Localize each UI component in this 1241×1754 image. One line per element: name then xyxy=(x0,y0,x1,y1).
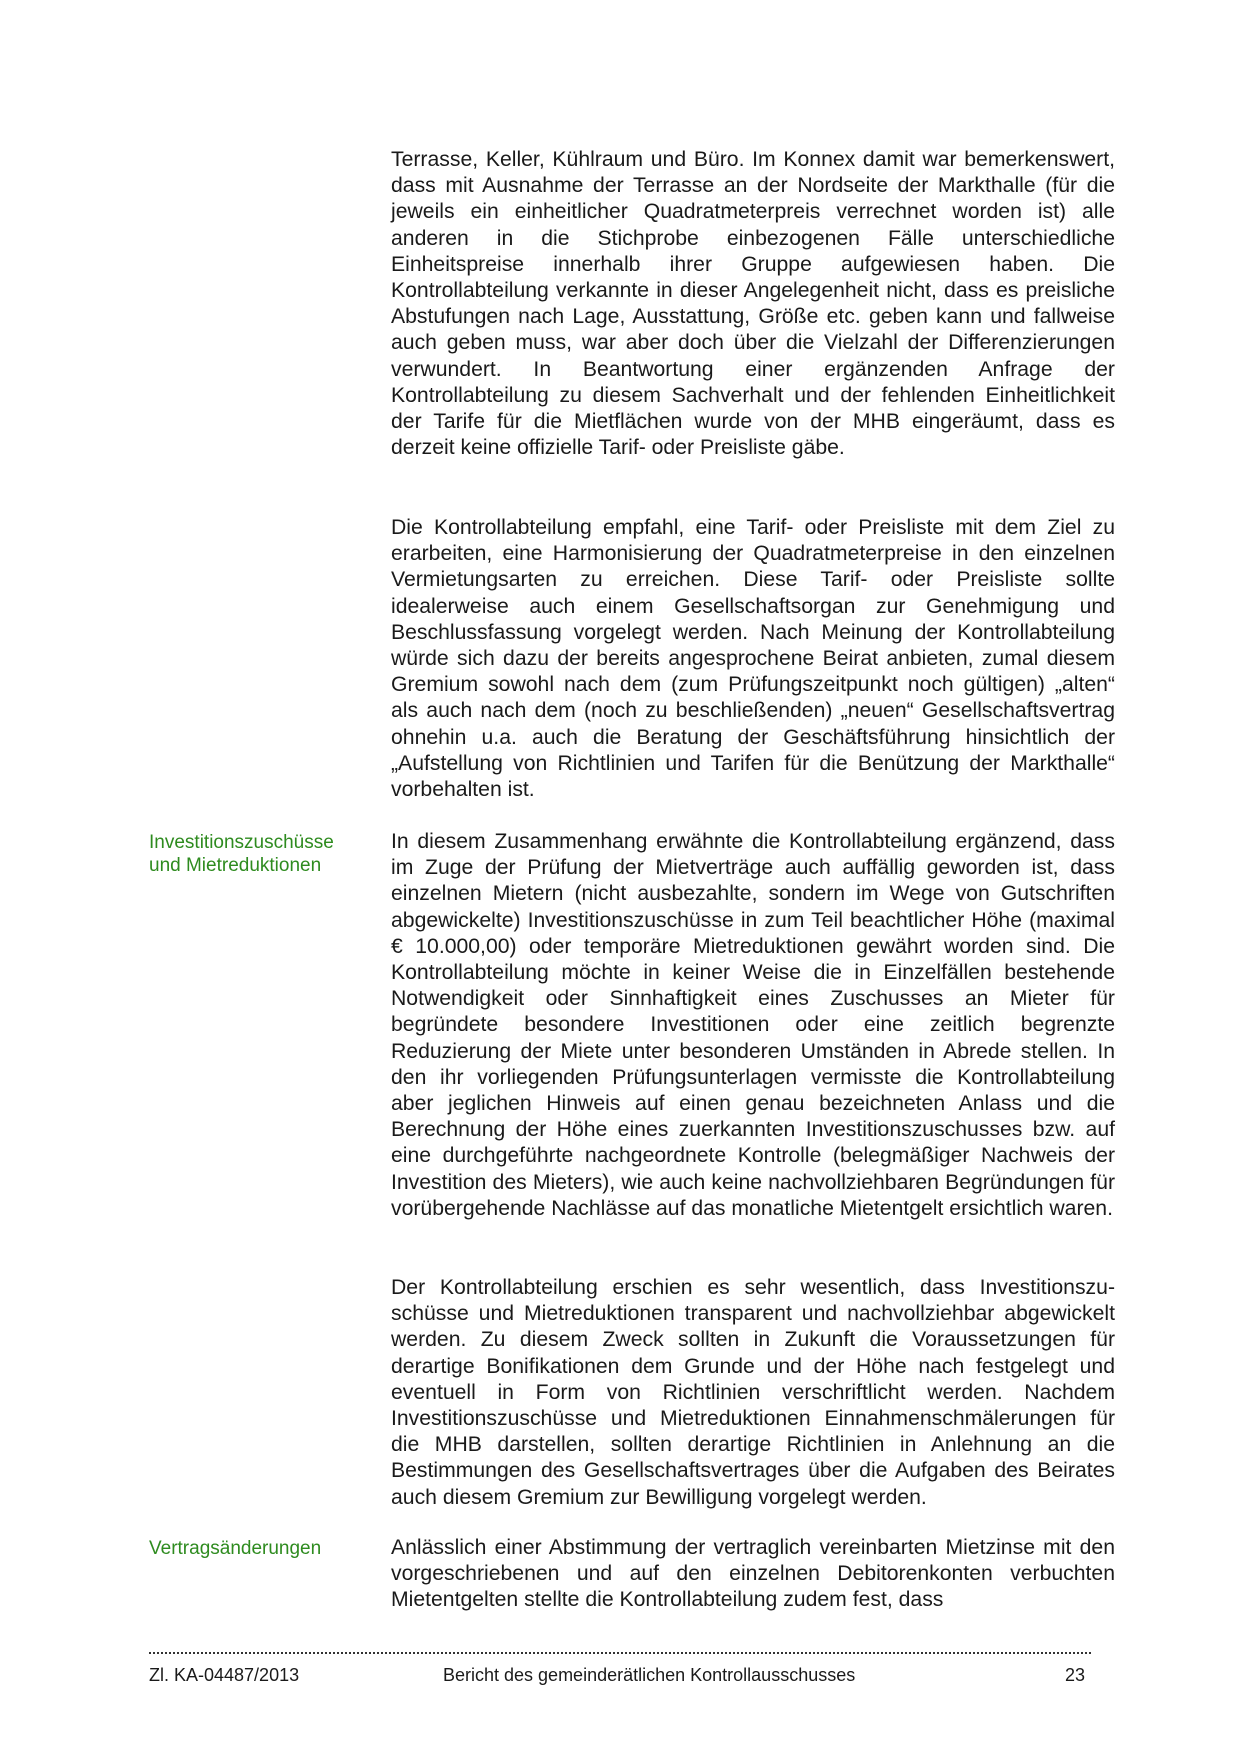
paragraph-3-block xyxy=(391,829,1115,1222)
paragraph-5-block xyxy=(391,1535,1115,1614)
footer-title: Bericht des gemeinderätlichen Kontrollausschusses xyxy=(443,1665,856,1685)
paragraph-3: In diesem Zusammenhang erwähnte die Kontrollabteilung ergänzend, dass im Zuge der Prüfung der Mietverträge auch auffällig geworden ist, dass einzelnen Mietern (nicht ausbezahlte, sondern im Wege von Gutschriften abgewickelte) Investitionszuschüsse in zum Teil beachtlicher Höhe (maximal € 10.000,00) oder temporäre Mietreduktionen gewährt worden sind. Die Kontrollabteilung möchte in keiner Weise die in Einzelfällen bestehende Notwendigkeit oder Sinnhaftigkeit eines Zuschusses an Mieter für begründete besondere Investitionen oder eine zeitlich begrenzte Reduzierung der Miete unter besonderen Umständen in Abrede stellen. In den ihr vorliegenden Prüfungsunterlagen vermisste die Kontrollabteilung aber jeglichen Hinweis auf einen genau bezeichneten Anlass und die Berechnung der Höhe eines zuerkannten Investitionszuschusses bzw. auf eine durchgeführte nachgeordnete Kontrolle (belegmäßiger Nachweis der Investition des Mieters), wie auch keine nachvollziehbaren Begründungen für vorübergehende Nachlässe auf das monatliche Mietentgelt ersichtlich waren. xyxy=(391,830,1115,1220)
margin-note-vertragsaenderungen xyxy=(149,1537,374,1560)
footer-page-number: 23 xyxy=(1065,1665,1086,1685)
margin-note-investitionszuschuesse xyxy=(149,831,374,877)
paragraph-1: Terrasse, Keller, Kühlraum und Büro. Im Konnex damit war bemerkenswert, dass mit Ausnahme der Terrasse an der Nordseite der Markthalle (für die jeweils ein einheitlicher Quadratmeterpreis verrechnet worden ist) alle anderen in die Stichprobe einbezogenen Fälle unterschiedliche Einheitspreise innerhalb ihrer Gruppe aufgewiesen haben. Die Kontrollabteilung verkannte in dieser Angelegenheit nicht, dass es preisliche Abstufungen nach Lage, Ausstattung, Größe etc. geben kann und fallweise auch geben muss, war aber doch über die Vielzahl der Differenzierungen verwundert. In Beantwortung einer ergänzenden Anfrage der Kontrollabteilung zu diesem Sachverhalt und der fehlenden Einheitlichkeit der Tarife für die Mietflächen wurde von der MHB eingeräumt, dass es derzeit keine offizielle Tarif- oder Preisliste gäbe. xyxy=(391,148,1115,460)
paragraph-2-block xyxy=(391,515,1115,803)
paragraph-2: Die Kontrollabteilung empfahl, eine Tarif- oder Preisliste mit dem Ziel zu erarbeiten, eine Harmonisierung der Quadratmeterpreise in den einzelnen Vermietungsarten zu erreichen. Diese Tarif- oder Preisliste sollte idealerweise auch einem Gesellschaftsorgan zur Genehmigung und Beschlussfassung vorgelegt werden. Nach Meinung der Kontrollabteilung würde sich dazu der bereits angesprochene Beirat anbieten, zumal diesem Gremium sowohl nach dem (zum Prüfungszeitpunkt noch gültigen) „alten“ als auch nach dem (noch zu beschließenden) „neuen“ Gesellschaftsvertrag ohnehin u.a. auch die Beratung der Geschäftsführung hinsichtlich der „Aufstellung von Richtlinien und Tarifen für die Benützung der Markthalle“ vorbehalten ist. xyxy=(391,516,1115,802)
paragraph-4-block xyxy=(391,1275,1115,1511)
paragraph-5: Anlässlich einer Abstimmung der vertraglich vereinbarten Mietzinse mit den vorgeschriebenen und auf den einzelnen Debitorenkonten verbuchten Mietentgelten stellte die Kontrollabteilung zudem fest, dass xyxy=(391,1536,1115,1612)
margin-note-line-1: Investitionszuschüsse xyxy=(149,832,334,853)
margin-note-line-2: und Mietreduktionen xyxy=(149,855,322,876)
footer-dotted-rule xyxy=(149,1652,1091,1654)
margin-note-text: Vertragsänderungen xyxy=(149,1538,322,1559)
paragraph-4: Der Kontrollabteilung erschien es sehr wesentlich, dass Investitionszuschüsse und Mietreduktionen transparent und nachvollziehbar abgewickelt werden. Zu diesem Zweck sollten in Zukunft die Voraussetzungen für derartige Bonifikationen dem Grunde und der Höhe nach festgelegt und eventuell in Form von Richtlinien verschriftlicht werden. Nachdem Investitionszuschüsse und Mietreduktionen Einnahmenschmälerungen für die MHB darstellen, sollten derartige Richtlinien in Anlehnung an die Bestimmungen des Gesellschaftsvertrages über die Aufgaben des Beirates auch diesem Gremium zur Bewilligung vorgelegt werden. xyxy=(391,1276,1115,1509)
paragraph-1-block xyxy=(391,147,1115,461)
footer-reference: Zl. KA-04487/2013 xyxy=(149,1665,300,1685)
